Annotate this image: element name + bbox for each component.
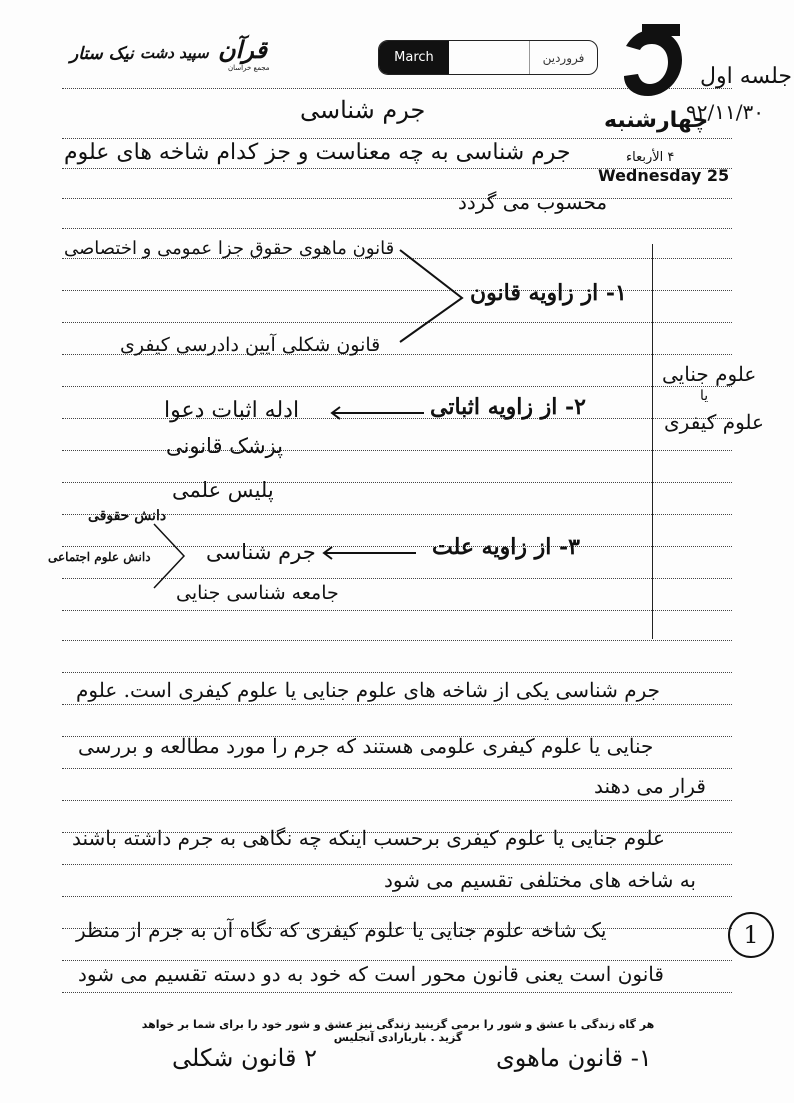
arrow-icon — [322, 546, 418, 560]
day-number-icon — [612, 24, 692, 104]
paragraph-1-line-1: جرم شناسی یکی از شاخه های علوم جنایی یا علوم کیفری است. علوم — [76, 678, 660, 702]
arrow-icon — [330, 406, 426, 420]
weekday-english: Wednesday 25 — [598, 166, 730, 185]
branch-1: ۱- از زاویه قانون — [470, 280, 627, 306]
branch-3: ۳- از زاویه علت — [432, 534, 580, 560]
month-english: March — [379, 41, 449, 74]
paragraph-2-line-2: به شاخه های مختلفی تقسیم می شود — [384, 868, 696, 892]
brand-subtitle: مجمع خراسان — [228, 64, 270, 72]
bracket-arrow-1 — [392, 246, 472, 346]
footer-quote: هر گاه زندگی با عشق و شور را برمی گزینید زندگی نیز عشق و شور خود را برای شما بر خواهد گزید . باربارادی آنجلیس — [141, 1018, 655, 1044]
question-line-2: محسوب می گردد — [458, 190, 608, 214]
paragraph-1-line-3: قرار می دهند — [594, 774, 706, 798]
circled-number: 1 — [728, 912, 774, 958]
brand-logo-nikstar: نیک ستار — [70, 44, 134, 64]
forensic-medicine: پزشک قانونی — [166, 434, 283, 458]
side-label-penal-sciences: علوم کیفری — [664, 410, 764, 434]
paragraph-3-line-1: یک شاخه علوم جنایی یا علوم کیفری که نگاه آن به جرم از منظر — [76, 918, 607, 942]
criminal-sociology: جامعه شناسی جنایی — [176, 582, 339, 604]
paragraph-3-line-2: قانون است یعنی قانون محور است که خود به دو دسته تقسیم می شود — [78, 962, 664, 986]
month-bar — [378, 40, 598, 75]
brand-logo-sepid: سپید دشت — [140, 44, 209, 62]
procedure-law: قانون شکلی آیین دادرسی کیفری — [120, 334, 381, 356]
side-label-or: یا — [700, 388, 709, 404]
left-note-legal: دانش حقوقی — [88, 508, 167, 524]
scientific-police: پلیس علمی — [172, 478, 274, 502]
side-label-criminal-sciences: علوم جنایی — [662, 362, 757, 386]
brand-logo-quran: قرآن — [218, 36, 268, 64]
left-note-social: دانش علوم اجتماعی — [48, 550, 151, 564]
branch-2: ۲- از زاویه اثباتی — [430, 394, 586, 420]
paragraph-2-line-1: علوم جنایی یا علوم کیفری برحسب اینکه چه نگاهی به جرم داشته باشند — [72, 826, 665, 850]
law-types: قانون ماهوی حقوق جزا عمومی و اختصاصی — [64, 238, 395, 259]
notes-title: جرم شناسی — [300, 96, 426, 124]
evidence: ادله اثبات دعوا — [164, 398, 300, 423]
session-date: ۹۲/۱۱/۳۰ — [686, 100, 764, 124]
session-label: جلسه اول — [700, 64, 793, 89]
margin-vertical-line — [652, 244, 653, 639]
question-line-1: جرم شناسی به چه معناست و جز کدام شاخه های علوم — [64, 140, 571, 165]
paragraph-1-line-2: جنایی یا علوم کیفری علومی هستند که جرم را مورد مطالعه و بررسی — [78, 734, 654, 758]
bottom-item-2: ۲ قانون شکلی — [172, 1044, 317, 1072]
bottom-item-1: ۱- قانون ماهوی — [496, 1044, 652, 1072]
month-persian: فروردین — [542, 50, 585, 65]
weekday-persian: چهارشنبه — [604, 108, 709, 133]
month-blank — [449, 41, 530, 74]
weekday-arabic: ۴ الأربعاء — [626, 150, 675, 165]
criminology: جرم شناسی — [206, 540, 316, 564]
